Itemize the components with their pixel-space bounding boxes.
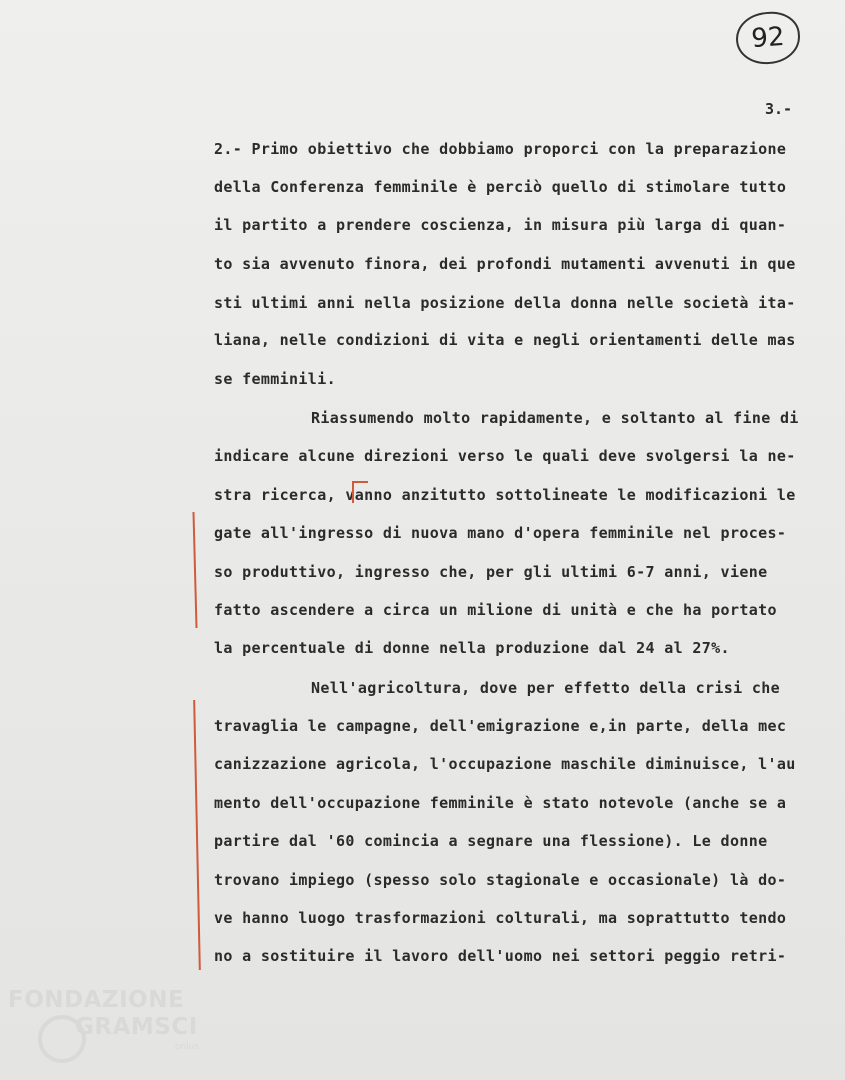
text-line: 2.- Primo obiettivo che dobbiamo proporci con la preparazione bbox=[214, 140, 787, 158]
text-line: se femminili. bbox=[214, 370, 336, 388]
text-line: il partito a prendere coscienza, in misura più larga di quan- bbox=[214, 216, 787, 234]
red-bracket-mark bbox=[352, 481, 368, 503]
page-number: 3.- bbox=[765, 100, 793, 118]
watermark-line1: FONDAZIONE bbox=[8, 987, 185, 1013]
watermark-line2: GRAMSCI bbox=[75, 1014, 198, 1040]
text-line: stra ricerca, vanno anzitutto sottolineate le modificazioni le bbox=[214, 486, 796, 504]
text-line: fatto ascendere a circa un milione di unità e che ha portato bbox=[214, 601, 777, 619]
text-line: no a sostituire il lavoro dell'uomo nei settori peggio retri- bbox=[214, 947, 787, 965]
text-line: la percentuale di donne nella produzione dal 24 al 27%. bbox=[214, 639, 730, 657]
text-line: to sia avvenuto finora, dei profondi mutamenti avvenuti in que bbox=[214, 255, 796, 273]
text-line: travaglia le campagne, dell'emigrazione e,in parte, della mec bbox=[214, 717, 787, 735]
folio-number-handwritten: 92 bbox=[734, 10, 801, 66]
text-line: canizzazione agricola, l'occupazione maschile diminuisce, l'au bbox=[214, 755, 796, 773]
text-line: gate all'ingresso di nuova mano d'opera femminile nel proces- bbox=[214, 524, 787, 542]
text-line: Riassumendo molto rapidamente, e soltanto al fine di bbox=[311, 409, 799, 427]
text-line: mento dell'occupazione femminile è stato notevole (anche se a bbox=[214, 794, 787, 812]
text-line: partire dal '60 comincia a segnare una flessione). Le donne bbox=[214, 832, 768, 850]
text-line: trovano impiego (spesso solo stagionale e occasionale) là do- bbox=[214, 871, 787, 889]
text-line: della Conferenza femminile è perciò quello di stimolare tutto bbox=[214, 178, 787, 196]
red-margin-line bbox=[192, 512, 197, 628]
text-line: Nell'agricoltura, dove per effetto della crisi che bbox=[311, 679, 781, 697]
text-line: so produttivo, ingresso che, per gli ultimi 6-7 anni, viene bbox=[214, 563, 768, 581]
text-line: ve hanno luogo trasformazioni colturali, ma soprattutto tendo bbox=[214, 909, 787, 927]
watermark-small: onlus bbox=[175, 1042, 200, 1052]
fondazione-gramsci-watermark bbox=[0, 985, 220, 1075]
text-line: liana, nelle condizioni di vita e negli orientamenti delle mas bbox=[214, 331, 796, 349]
text-line: sti ultimi anni nella posizione della donna nelle società ita- bbox=[214, 294, 796, 312]
text-line: indicare alcune direzioni verso le quali deve svolgersi la ne- bbox=[214, 447, 796, 465]
red-margin-line bbox=[193, 700, 201, 970]
